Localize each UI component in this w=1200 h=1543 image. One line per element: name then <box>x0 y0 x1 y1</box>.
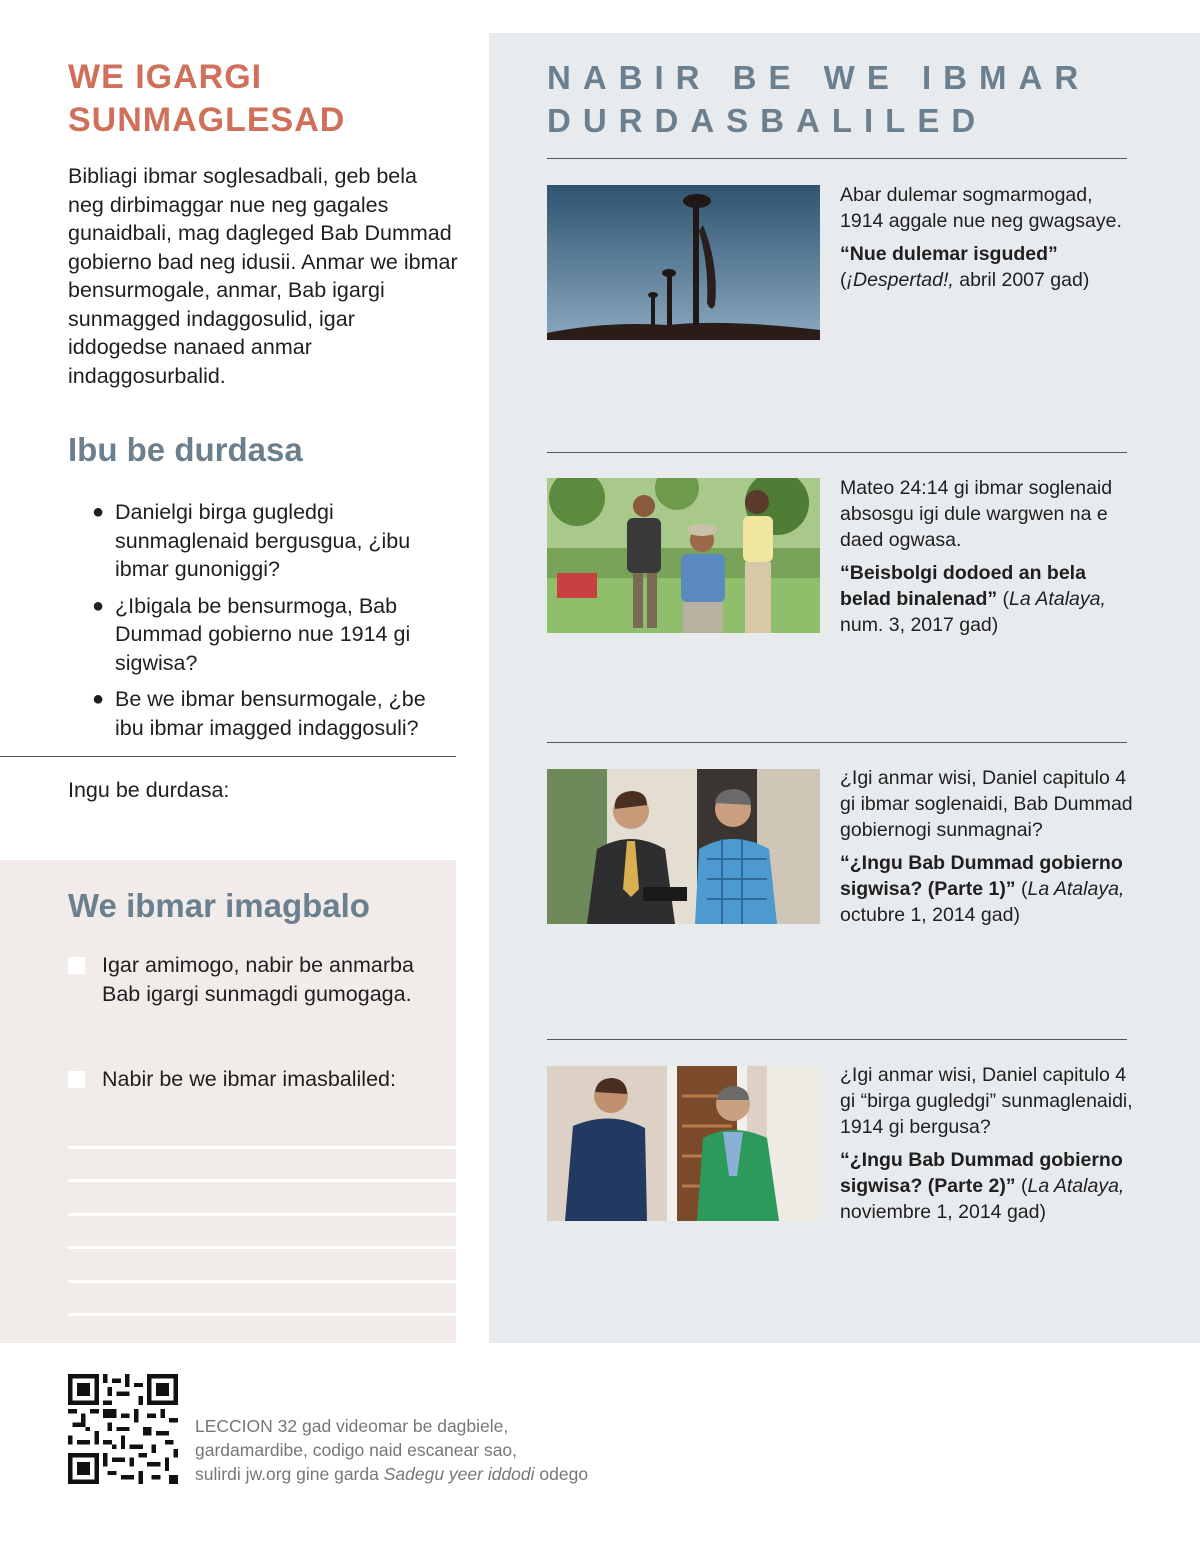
war-memorial-silhouette-photo[interactable] <box>547 185 820 340</box>
writing-line[interactable] <box>68 1182 456 1216</box>
reference-paren: ( <box>997 588 1010 610</box>
item-divider <box>547 158 1127 159</box>
two-men-doorway-conversation-photo[interactable] <box>547 1066 820 1221</box>
qr-code-icon[interactable] <box>68 1374 178 1484</box>
checkbox[interactable] <box>68 1071 85 1088</box>
war-memorial-image <box>547 185 820 340</box>
goal-item <box>68 951 438 1008</box>
goal-text: Nabir be we ibmar imasbaliled: <box>102 1067 396 1091</box>
writing-line[interactable] <box>68 1115 456 1149</box>
review-title: Ibu be durdasa <box>68 431 303 468</box>
review-question-text: Be we ibmar bensurmogale, ¿be ibu ibmar imagged indaggosuli? <box>115 687 426 740</box>
reference-paren: ( <box>1015 1175 1028 1197</box>
reference-date: noviembre 1, 2014 gad) <box>840 1201 1046 1223</box>
goal-text: Igar amimogo, nabir be anmarba Bab igargi sunmagdi gumogaga. <box>102 953 414 1006</box>
explore-item-text <box>840 182 1140 293</box>
item-description: ¿Igi anmar wisi, Daniel capitulo 4 gi “birga gugledgi” sunmaglenaidi, 1914 gi bergusa? <box>840 1064 1133 1138</box>
reference-title: “Nue dulemar isguded” <box>840 243 1058 265</box>
writing-line[interactable] <box>68 1283 456 1317</box>
item-description: Mateo 24:14 gi ibmar soglenaid absosgu igi dule wargwen na e daed ogwasa. <box>840 477 1113 551</box>
reference-source: ¡Despertad!, <box>846 269 954 291</box>
summary-body: Bibliagi ibmar soglesadbali, geb bela neg dirbimaggar nue neg gagales gunaidbali, mag dagleged Bab Dummad gobierno bad neg idusii. Anmar we ibmar bensurmogale, anmar, Bab igargi sunmagged indaggosulid, igar iddogedse nanaed anmar indaggosurbalid. <box>68 164 458 388</box>
explore-item-text <box>840 475 1140 638</box>
reference-source: La Atalaya, <box>1027 1175 1125 1197</box>
item-reference[interactable] <box>840 1147 1140 1225</box>
explore-title: NABIR BE WE IBMAR DURDASBALILED <box>547 59 1091 139</box>
baseball-family-image <box>547 478 820 633</box>
item-reference[interactable] <box>840 560 1140 638</box>
reference-title: “¿Ingu Bab Dummad gobierno sigwisa? (Parte 1)” <box>840 852 1123 900</box>
reference-date: octubre 1, 2014 gad) <box>840 904 1020 926</box>
reference-date: num. 3, 2017 gad) <box>840 614 999 636</box>
footer-line <box>195 1462 675 1486</box>
summary-title: WE IGARGI SUNMAGLESAD <box>68 58 346 139</box>
reference-title: “Beisbolgi dodoed an bela belad binalenad” <box>840 562 1086 610</box>
reference-source: La Atalaya, <box>1009 588 1106 610</box>
reference-paren: ( <box>840 269 847 291</box>
explore-item-text <box>840 765 1140 928</box>
bullet-icon: ● <box>92 688 105 710</box>
footer-text-segment: sulirdi jw.org gine garda <box>195 1464 384 1484</box>
writing-line[interactable] <box>68 1216 456 1250</box>
bullet-icon: ● <box>92 594 105 617</box>
footer-line: gardamardibe, codigo naid escanear sao, <box>195 1440 518 1460</box>
own-question-label: Ingu be durdasa: <box>68 778 230 802</box>
footer-note <box>195 1414 675 1486</box>
qr-code-graphic <box>68 1374 178 1484</box>
section-divider <box>0 756 456 757</box>
bullet-icon: ● <box>92 501 105 523</box>
reference-source: La Atalaya, <box>1027 878 1125 900</box>
footer-text-segment: odego <box>534 1464 589 1484</box>
review-question-text: ¿Ibigala be bensurmoga, Bab Dummad gobierno nue 1914 gi sigwisa? <box>115 593 411 675</box>
item-reference[interactable] <box>840 241 1140 293</box>
doorway-image <box>547 1066 820 1221</box>
explore-item-text <box>840 1062 1140 1225</box>
writing-line[interactable] <box>68 1149 456 1183</box>
reference-title: “¿Ingu Bab Dummad gobierno sigwisa? (Parte 2)” <box>840 1149 1123 1197</box>
review-question <box>68 685 458 742</box>
item-divider <box>547 1039 1127 1040</box>
writing-lines[interactable] <box>68 1115 456 1316</box>
review-question <box>68 592 458 678</box>
writing-line[interactable] <box>68 1249 456 1283</box>
item-divider <box>547 742 1127 743</box>
two-men-conversation-bible-photo[interactable] <box>547 769 820 924</box>
review-question-text: Danielgi birga gugledgi sunmaglenaid bergusgua, ¿ibu ibmar gunoniggi? <box>115 500 411 581</box>
checkbox[interactable] <box>68 957 85 974</box>
review-question <box>68 498 458 584</box>
goal-item <box>68 1065 438 1094</box>
item-description: ¿Igi anmar wisi, Daniel capitulo 4 gi ibmar soglenaidi, Bab Dummad gobiernogi sunmagnai? <box>840 767 1133 841</box>
footer-line: LECCION 32 gad videomar be dagbiele, <box>195 1416 509 1436</box>
item-reference[interactable] <box>840 850 1140 928</box>
reference-date: abril 2007 gad) <box>953 269 1090 291</box>
item-divider <box>547 452 1127 453</box>
conversation-image <box>547 769 820 924</box>
item-description: Abar dulemar sogmarmogad, 1914 aggale nue neg gwagsaye. <box>840 184 1122 232</box>
review-questions-list <box>68 498 458 750</box>
grandfather-with-grandchildren-baseball-photo[interactable] <box>547 478 820 633</box>
footer-video-title[interactable]: Sadegu yeer iddodi <box>383 1464 535 1484</box>
goals-title: We ibmar imagbalo <box>68 887 370 924</box>
reference-paren: ( <box>1015 878 1028 900</box>
